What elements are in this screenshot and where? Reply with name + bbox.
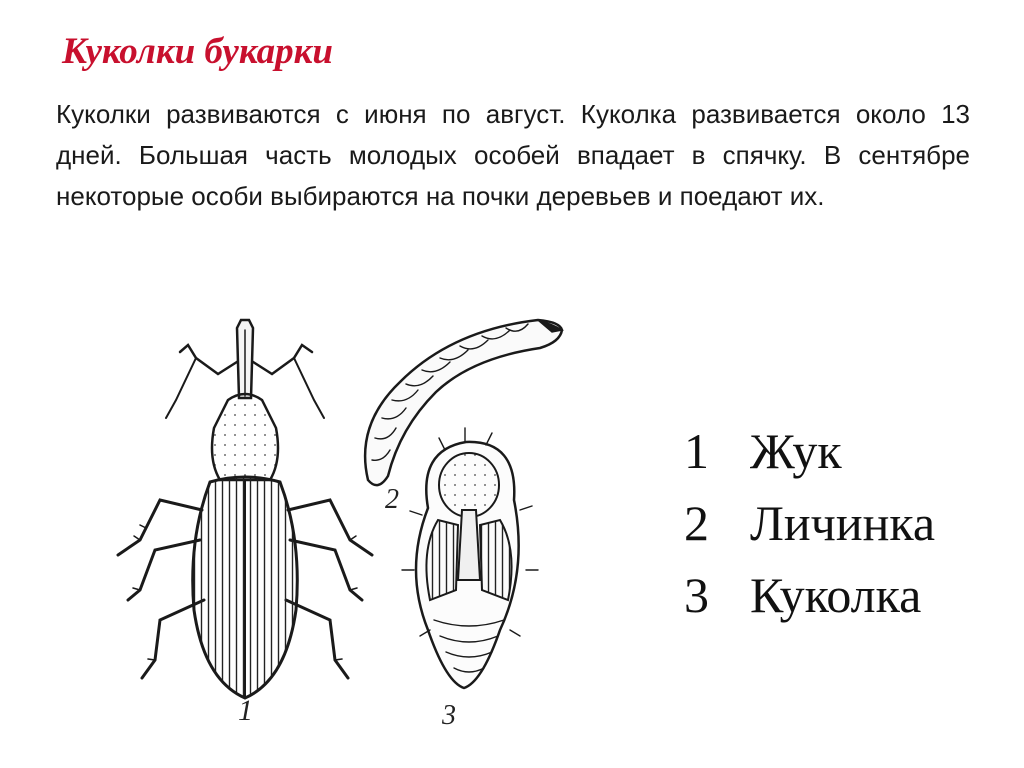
legend-item-larva: [684, 487, 935, 559]
legend-label: Личинка: [750, 495, 936, 551]
stage-legend: [684, 415, 935, 631]
slide-body-text: Куколки развиваются с июня по август. Куколка развивается около 13 дней. Большая часть молодых особей впадает в спячку. В сентябре некоторые особи выбираются на почки деревьев и поедают их.: [56, 99, 970, 211]
legend-item-pupa: [684, 559, 935, 631]
beetle-drawing: [118, 320, 372, 698]
figure-label-larva: 2: [385, 484, 399, 515]
legend-number: 1: [684, 423, 709, 479]
figure-label-pupa: 3: [442, 700, 456, 731]
legend-label: Жук: [750, 423, 842, 479]
pupa-drawing: [402, 428, 538, 688]
legend-number: 2: [684, 495, 709, 551]
figure-label-beetle: 1: [238, 694, 253, 727]
legend-label: Куколка: [750, 567, 922, 623]
legend-item-beetle: [684, 415, 935, 487]
legend-number: 3: [684, 567, 709, 623]
slide-title: Куколки букарки: [62, 31, 333, 72]
weevil-life-stages-illustration: [100, 300, 600, 740]
